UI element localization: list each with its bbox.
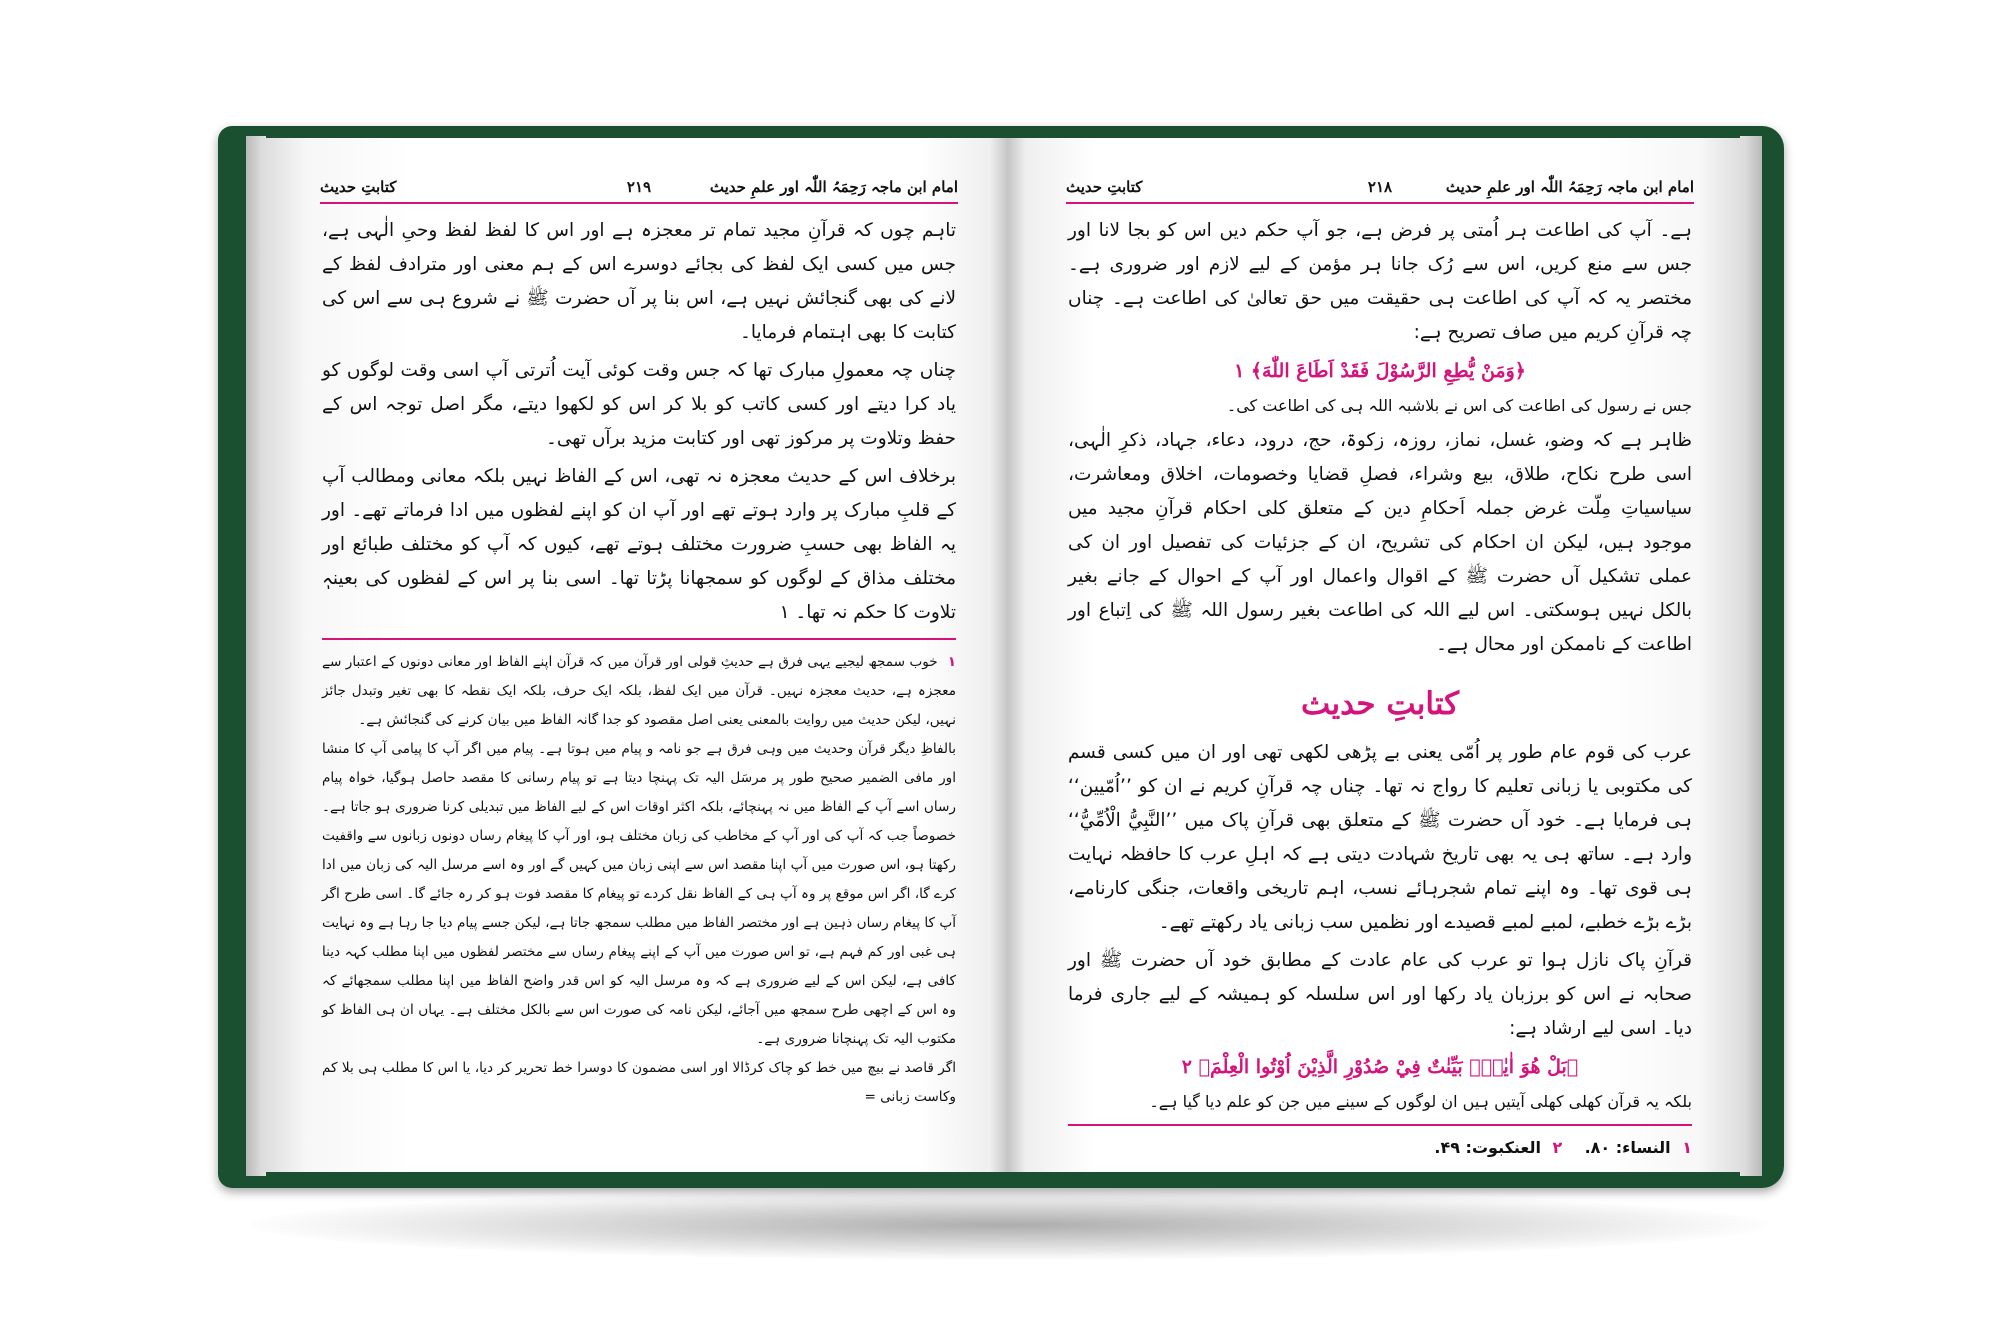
footnote-divider [1068,1124,1692,1126]
footnote-references [1068,1134,1692,1162]
book-shadow [250,1190,1770,1260]
footnote-marker: ۲ [1552,1138,1563,1157]
right-page [1008,138,1744,1172]
section-heading: کتابتِ حدیث [1301,686,1459,722]
footnote-reference: العنکبوت: ۴۹. [1434,1138,1541,1157]
right-page-body [1068,214,1692,1162]
left-page-body [322,214,956,1112]
book-title: امام ابن ماجہ رَحِمَہُ اللّٰہ اور علمِ حدیث [709,178,958,196]
paragraph: عرب کی قوم عام طور پر اُمّی یعنی بے پڑھی لکھی تھی اور ان میں کسی قسم کی مکتوبی یا زبانی تعلیم کا رواج نہ تھا۔ چناں چہ قرآنِ کریم نے ان کو ’’اُمّیین‘‘ ہی فرمایا ہے۔ خود آں حضرت ﷺ کے متعلق بھی قرآنِ پاک میں ’’النَّبِيُّ الْاُمِّيُّ‘‘ وارد ہے۔ ساتھ ہی یہ بھی تاریخ شہادت دیتی ہے کہ اہلِ عرب کا حافظہ نہایت ہی قوی تھا۔ وہ اپنے تمام شجرہائے نسب، اہم تاریخی واقعات، جنگی کارنامے، بڑے بڑے خطبے، لمبے لمبے قصیدے اور نظمیں سب زبانی یاد رکھتے تھے۔ [1068,742,1692,933]
footnote-text: خوب سمجھ لیجیے یہی فرق ہے حدیثِ قولی اور قرآن میں کہ قرآن اپنے الفاظ اور معانی دونوں کے اعتبار سے معجزہ ہے، حدیث معجزہ نہیں۔ قرآن میں ایک لفظ، بلکہ ایک حرف، بلکہ ایک نقطہ کا بھی تغیر وتبدل جائز نہیں، لیکن حدیث میں روایت بالمعنی یعنی اصل مقصود کو جدا گانہ الفاظ میں بیان کرنے کی گنجائش ہے۔ [322,654,956,728]
quran-verse: ﴿بَلْ هُوَ اٰيٰتٌۢ بَيِّنٰتٌ فِيْ صُدُوْرِ الَّذِيْنَ اُوْتُوا الْعِلْمَ﴾ ۲ [1181,1056,1579,1078]
chapter-title: کتابتِ حدیث [1066,178,1143,196]
book-title: امام ابن ماجہ رَحِمَہُ اللّٰہ اور علمِ حدیث [1445,178,1694,196]
paragraph: تاہم چوں کہ قرآنِ مجید تمام تر معجزہ ہے اور اس کا لفظ لفظ وحیِ الٰہی ہے، جس میں کسی ایک لفظ کی بجائے دوسرے اس کے ہم معنی اور مترادف لفظ کے لانے کی بھی گنجائش نہیں ہے، اس بنا پر آں حضرت ﷺ نے شروع ہی سے اس کی کتابت کا بھی اہتمام فرمایا۔ [322,220,956,343]
paragraph: ہے۔ آپ کی اطاعت ہر اُمتی پر فرض ہے، جو آپ حکم دیں اس کو بجا لانا اور جس سے منع کریں، اس سے رُک جانا ہر مؤمن کے لیے لازم اور ضروری ہے۔ مختصر یہ کہ آپ کی اطاعت ہی حقیقت میں حق تعالیٰ کی اطاعت ہے۔ چناں چہ قرآنِ کریم میں صاف تصریح ہے: [1068,220,1692,343]
left-page-header [320,172,958,204]
footnotes [322,648,956,1112]
footnote-marker: ۱ [1682,1138,1692,1157]
footnote-divider [322,638,956,640]
verse-translation: جس نے رسول کی اطاعت کی اس نے بلاشبہ اللہ ہی کی اطاعت کی۔ [1226,396,1692,415]
page-number: ۲۱۸ [1367,178,1393,196]
chapter-title: کتابتِ حدیث [320,178,397,196]
footnote [322,648,956,735]
page-number: ۲۱۹ [626,178,652,196]
footnote: بالفاظِ دیگر قرآن وحدیث میں وہی فرق ہے جو نامہ و پیام میں ہوتا ہے۔ پیام میں اگر آپ کا پیامی آپ کا منشا اور مافی الضمیر صحیح طور پر مرسَل الیہ تک پہنچا دیتا ہے تو پیام رسانی کا مقصد حاصل ہوگیا، خواہ پیام رساں اسے آپ کے الفاظ میں نہ پہنچائے، بلکہ اکثر اوقات اس کے لیے الفاظ میں تبدیلی کرنا ضروری ہو جاتا ہے۔ خصوصاً جب کہ آپ کی اور آپ کے مخاطب کی زبان مختلف ہو، اور آپ کا پیغام رساں دونوں زبانوں سے واقفیت رکھتا ہو، اس صورت میں آپ اپنا مقصد اس سے اپنی زبان میں کہیں گے اور وہ اسے مرسل الیہ کی زبان میں ادا کرے گا، اگر اس موقع پر وہ آپ ہی کے الفاظ نقل کردے تو پیغام کا مقصد فوت ہو کر رہ جائے گا۔ اسی طرح اگر آپ کا پیغام رساں ذہین ہے اور مختصر الفاظ میں مطلب سمجھ جاتا ہے، لیکن جسے پیام دیا جا رہا ہے وہ نہایت ہی غبی اور کم فہم ہے، تو اس صورت میں آپ کے اپنے پیغام رساں سے مختصر لفظوں میں اپنا مطلب کہہ دینا کافی ہے، لیکن اس کے لیے ضروری ہے کہ وہ مرسل الیہ کو اس قدر واضح الفاظ میں اپنا مطلب سمجھائے کہ وہ اس کے اچھی طرح سمجھ میں آجائے، لیکن نامہ کی صورت اس سے بالکل مختلف ہے۔ یہاں ان ہی الفاظ کو مکتوب الیہ تک پہنچانا ضروری ہے۔ [322,741,956,1047]
left-page [262,138,1008,1172]
paragraph: ظاہر ہے کہ وضو، غسل، نماز، روزہ، زکوۃ، حج، درود، دعاء، جہاد، ذکرِ الٰہی، اسی طرح نکاح، طلاق، بیع وشراء، فصلِ قضایا وخصومات، اخلاق ومعاشرت، سیاسیاتِ مِلّت غرض جملہ اَحکامِ دین کے متعلق کلی احکام قرآنِ مجید میں موجود ہیں، لیکن ان احکام کی تشریح، ان کے جزئیات کی تفصیل اور ان کی عملی تشکیل آں حضرت ﷺ کے اقوال واعمال اور آپ کے احوال کے جانے بغیر بالکل نہیں ہوسکتی۔ اس لیے اللہ کی اطاعت بغیر رسول اللہ ﷺ کی اِتباع اور اطاعت کے ناممکن اور محال ہے۔ [1068,430,1692,655]
footnote: اگر قاصد نے بیچ میں خط کو چاک کرڈالا اور اسی مضمون کا دوسرا خط تحریر کر دیا، یا اس کا مطلب ہی بلا کم وکاست زبانی = [322,1060,956,1105]
book-gutter [990,138,1026,1172]
verse-translation: بلکہ یہ قرآن کھلی کھلی آیتیں ہیں ان لوگوں کے سینے میں جن کو علم دیا گیا ہے۔ [1149,1092,1692,1111]
footnote-reference: النساء: ۸۰. [1584,1138,1671,1157]
paragraph: برخلاف اس کے حدیث معجزہ نہ تھی، اس کے الفاظ نہیں بلکہ معانی ومطالب آپ کے قلبِ مبارک پر وارد ہوتے تھے اور آپ ان کو اپنے لفظوں میں ادا فرماتے تھے۔ اور یہ الفاظ بھی حسبِ ضرورت مختلف ہوتے تھے، کیوں کہ آپ کو مختلف طبائع اور مختلف مذاق کے لوگوں کو سمجھانا پڑتا تھا۔ اسی بنا پر اس کے لفظوں کی بعینہٖ تلاوت کا حکم نہ تھا۔ ۱ [322,466,956,623]
footnote-marker: ۱ [947,654,956,670]
right-page-header [1066,172,1694,204]
paragraph: قرآنِ پاک نازل ہوا تو عرب کی عام عادت کے مطابق خود آں حضرت ﷺ اور صحابہ نے اس کو برزبان یاد رکھا اور اس سلسلہ کو ہمیشہ کے لیے جاری فرما دیا۔ اسی لیے ارشاد ہے: [1068,950,1692,1039]
paragraph: چناں چہ معمولِ مبارک تھا کہ جس وقت کوئی آیت اُترتی آپ اسی وقت لوگوں کو یاد کرا دیتے اور کسی کاتب کو بلا کر اس کو لکھوا دیتے، مگر اصل توجہ اس کے حفظ وتلاوت پر مرکوز تھی اور کتابت مزید برآں تھی۔ [322,360,956,449]
quran-verse: ﴿وَمَنْ يُّطِعِ الرَّسُوْلَ فَقَدْ اَطَاعَ اللّٰهَ﴾ ۱ [1234,360,1526,382]
